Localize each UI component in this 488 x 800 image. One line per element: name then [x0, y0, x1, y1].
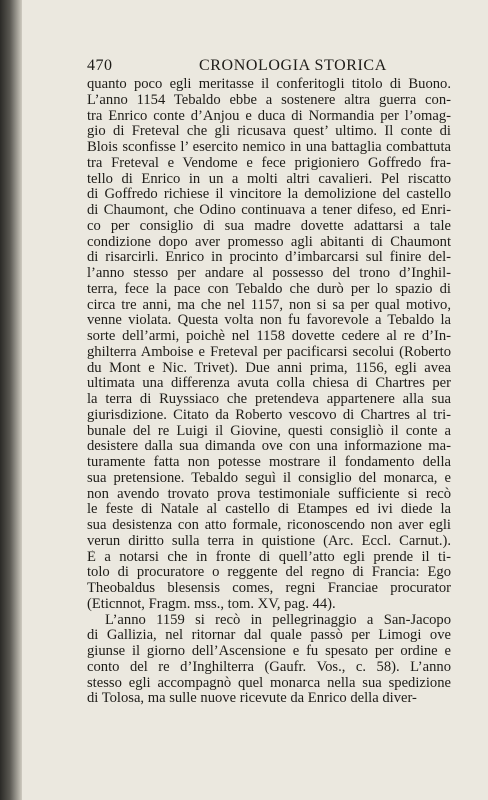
text-line: di risarcirli. Enrico in procinto d’imbarcarsi sul finire del- — [87, 250, 451, 266]
text-line: giurisdizione. Citato da Roberto vescovo di Chartres al tri- — [87, 407, 451, 423]
page-gutter-shadow — [0, 0, 22, 800]
text-line: conto del re d’Inghilterra (Gaufr. Vos., c. 58). L’anno — [87, 659, 451, 675]
text-line: gio di Freteval che gli ricusava quest’ ultimo. Il conte di — [87, 124, 451, 140]
text-line: co per consiglio di sua madre dovette adattarsi a tale — [87, 218, 451, 234]
text-line: verun diritto sulla terra in quistione (Arc. Eccl. Carnut.). — [87, 533, 451, 549]
text-line: la terra di Ruyssiaco che pretendeva appartenere alla sua — [87, 392, 451, 407]
text-line: condizione dopo aver promesso agli abitanti di Chaumont — [87, 234, 451, 250]
text-line: non avendo trovato prova testimoniale sufficiente si recò — [87, 486, 451, 502]
text-line: tolo di procuratore o reggente del regno di Francia: Ego — [87, 565, 451, 581]
text-line: ultimata una differenza avuta colla chiesa di Chartres per — [87, 376, 451, 392]
text-line: di Goffredo richiese il vincitore la demolizione del castello — [87, 187, 451, 203]
text-line: sua pretensione. Tebaldo seguì il consiglio del monarca, e — [87, 470, 451, 486]
text-line: Blois sconfisse l’ esercito nemico in una battaglia combattuta — [87, 140, 451, 155]
text-line: l’anno stesso per andare al possesso del trono d’Inghil- — [87, 266, 451, 281]
text-line: L’anno 1159 si recò in pellegrinaggio a San-Jacopo — [105, 612, 451, 628]
text-line: bunale del re Luigi il Giovine, questi consigliò il conte a — [87, 423, 451, 439]
text-line: circa tre anni, ma che nel 1157, non si sa per qual motivo, — [87, 297, 451, 313]
text-line: tra Freteval e Vendome e fece prigioniero Goffredo fra- — [87, 155, 451, 171]
text-line: È a notarsi che in fronte di quell’atto egli prende il ti- — [87, 549, 451, 565]
text-line: Theobaldus blesensis comes, regni Franciae procurator — [87, 581, 451, 596]
text-line: turamente fatta non potesse mostrare il fondamento della — [87, 455, 451, 470]
text-line: sua desistenza con atto formale, riconoscendo non aver egli — [87, 518, 451, 533]
text-line: giunse il giorno dell’Ascensione e fu spesato per ordine e — [87, 644, 451, 659]
text-line: venne violata. Questa volta non fu favorevole a Tebaldo la — [87, 313, 451, 329]
text-line: di Gallizia, nel ritornar dal quale passò per Limogi ove — [87, 628, 451, 644]
text-line: tra Enrico conte d’Anjou e duca di Normandia per l’omag- — [87, 108, 451, 124]
text-line: stesso egli accompagnò quel monarca nella sua spedizione — [87, 675, 451, 691]
text-line: quanto poco egli meritasse il conferitogli titolo di Buono. — [87, 77, 451, 92]
text-line: terra, fece la pace con Tebaldo che durò per lo spazio di — [87, 281, 451, 297]
text-line: le feste di Natale al castello di Etampes ed ivi diede la — [87, 502, 451, 518]
page-header — [87, 57, 440, 79]
text-line: di Tolosa, ma sulle nuove ricevute da Enrico della diver- — [87, 691, 417, 707]
text-line: L’anno 1154 Tebaldo ebbe a sostenere altra guerra con- — [87, 92, 451, 108]
text-line: sorte dell’armi, poichè nel 1158 dovette cedere al re d’In- — [87, 329, 451, 344]
text-line: ghilterra Amboise e Freteval per pacificarsi secolui (Roberto — [87, 344, 451, 360]
text-line: tello di Enrico in un a molti altri cavalieri. Pel riscatto — [87, 171, 451, 187]
running-title: CRONOLOGIA STORICA — [199, 57, 387, 74]
page-number: 470 — [87, 57, 113, 74]
text-line: di Chaumont, che Odino continuava a tener difeso, ed Enri- — [87, 203, 451, 218]
body-text — [87, 77, 451, 707]
text-line: desistere dalla sua dimanda ove con una informazione ma- — [87, 439, 451, 455]
text-line: (Eticnnot, Fragm. mss., tom. XV, pag. 44). — [87, 596, 336, 612]
text-line: du Mont e Nic. Trivet). Due anni prima, 1156, egli avea — [87, 360, 451, 376]
